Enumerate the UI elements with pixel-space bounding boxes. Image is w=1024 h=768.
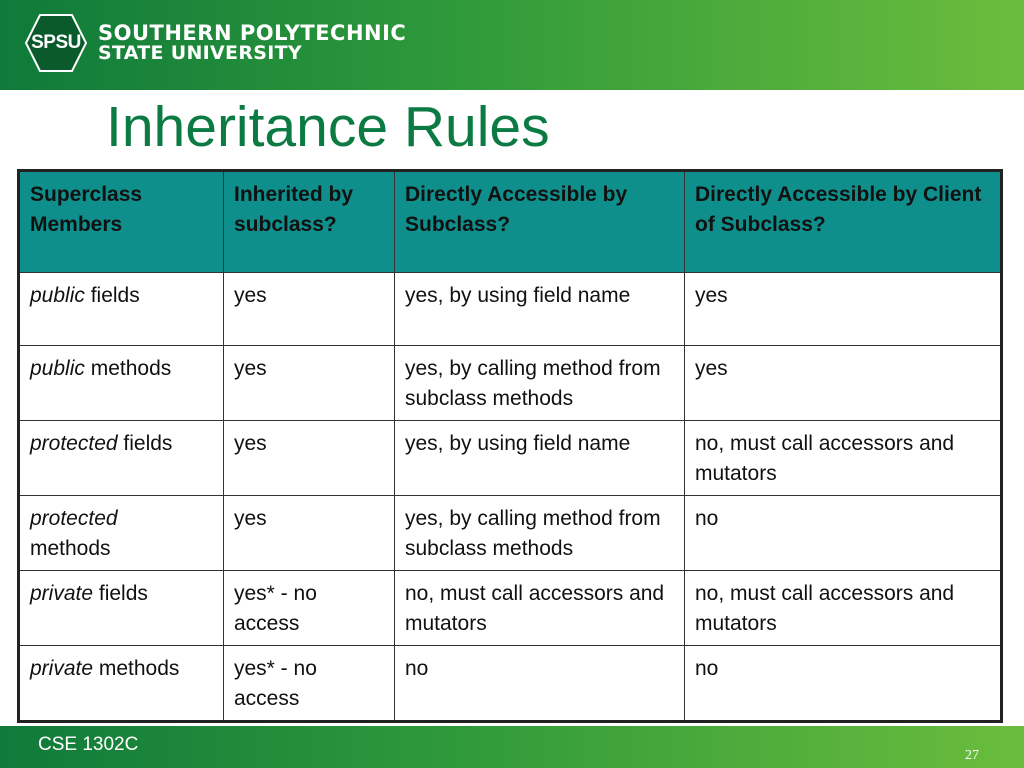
client-access-cell: no, must call accessors and mutators (685, 571, 1002, 646)
member-text: fields (93, 582, 148, 605)
modifier-text: public (30, 284, 85, 307)
table-row (19, 646, 1002, 722)
logo-line-2: STATE UNIVERSITY (98, 42, 302, 65)
subclass-access-cell: no (395, 646, 685, 722)
client-access-cell: no (685, 496, 1002, 571)
table-row (19, 496, 1002, 571)
footer-band (0, 726, 1024, 768)
modifier-text: public (30, 357, 85, 380)
column-header: Inherited by subclass? (224, 171, 395, 273)
modifier-text: protected (30, 432, 118, 455)
spsu-badge-icon (24, 13, 88, 73)
table-header-row (19, 171, 1002, 273)
subclass-access-cell: yes, by using field name (395, 421, 685, 496)
table-row (19, 421, 1002, 496)
subclass-access-cell: yes, by using field name (395, 273, 685, 346)
client-access-cell: no (685, 646, 1002, 722)
member-text: methods (84, 357, 172, 380)
logo-line-1: SOUTHERN POLYTECHNIC (98, 21, 407, 45)
subclass-access-cell: no, must call accessors and mutators (395, 571, 685, 646)
member-cell (19, 571, 224, 646)
client-access-cell: no, must call accessors and mutators (685, 421, 1002, 496)
modifier-text: protected (30, 507, 118, 530)
member-cell (19, 273, 224, 346)
member-text: fields (84, 284, 140, 307)
column-header: Superclass Members (19, 171, 224, 273)
course-label: CSE 1302C (38, 734, 139, 755)
inherited-cell: yes (224, 346, 395, 421)
subclass-access-cell: yes, by calling method from subclass methods (395, 496, 685, 571)
table-row (19, 571, 1002, 646)
inheritance-rules-table (17, 169, 1003, 723)
inherited-cell: yes (224, 496, 395, 571)
client-access-cell: yes (685, 346, 1002, 421)
column-header: Directly Accessible by Client of Subclass? (685, 171, 1002, 273)
member-cell (19, 646, 224, 722)
member-cell (19, 496, 224, 571)
member-text: methods (93, 657, 180, 680)
subclass-access-cell: yes, by calling method from subclass methods (395, 346, 685, 421)
badge-text: SPSU (31, 32, 81, 53)
inherited-cell: yes* - no access (224, 646, 395, 722)
slide-title: Inheritance Rules (106, 95, 550, 159)
modifier-text: private (30, 657, 94, 680)
client-access-cell: yes (685, 273, 1002, 346)
member-text: fields (117, 432, 173, 455)
member-cell (19, 346, 224, 421)
column-header: Directly Accessible by Subclass? (395, 171, 685, 273)
member-text: methods (30, 537, 111, 560)
table-row (19, 346, 1002, 421)
inherited-cell: yes (224, 273, 395, 346)
member-cell (19, 421, 224, 496)
inherited-cell: yes (224, 421, 395, 496)
logo-text (98, 22, 406, 64)
university-logo (24, 12, 406, 74)
modifier-text: private (30, 582, 94, 605)
table-row (19, 273, 1002, 346)
page-number: 27 (965, 748, 979, 763)
inherited-cell: yes* - no access (224, 571, 395, 646)
